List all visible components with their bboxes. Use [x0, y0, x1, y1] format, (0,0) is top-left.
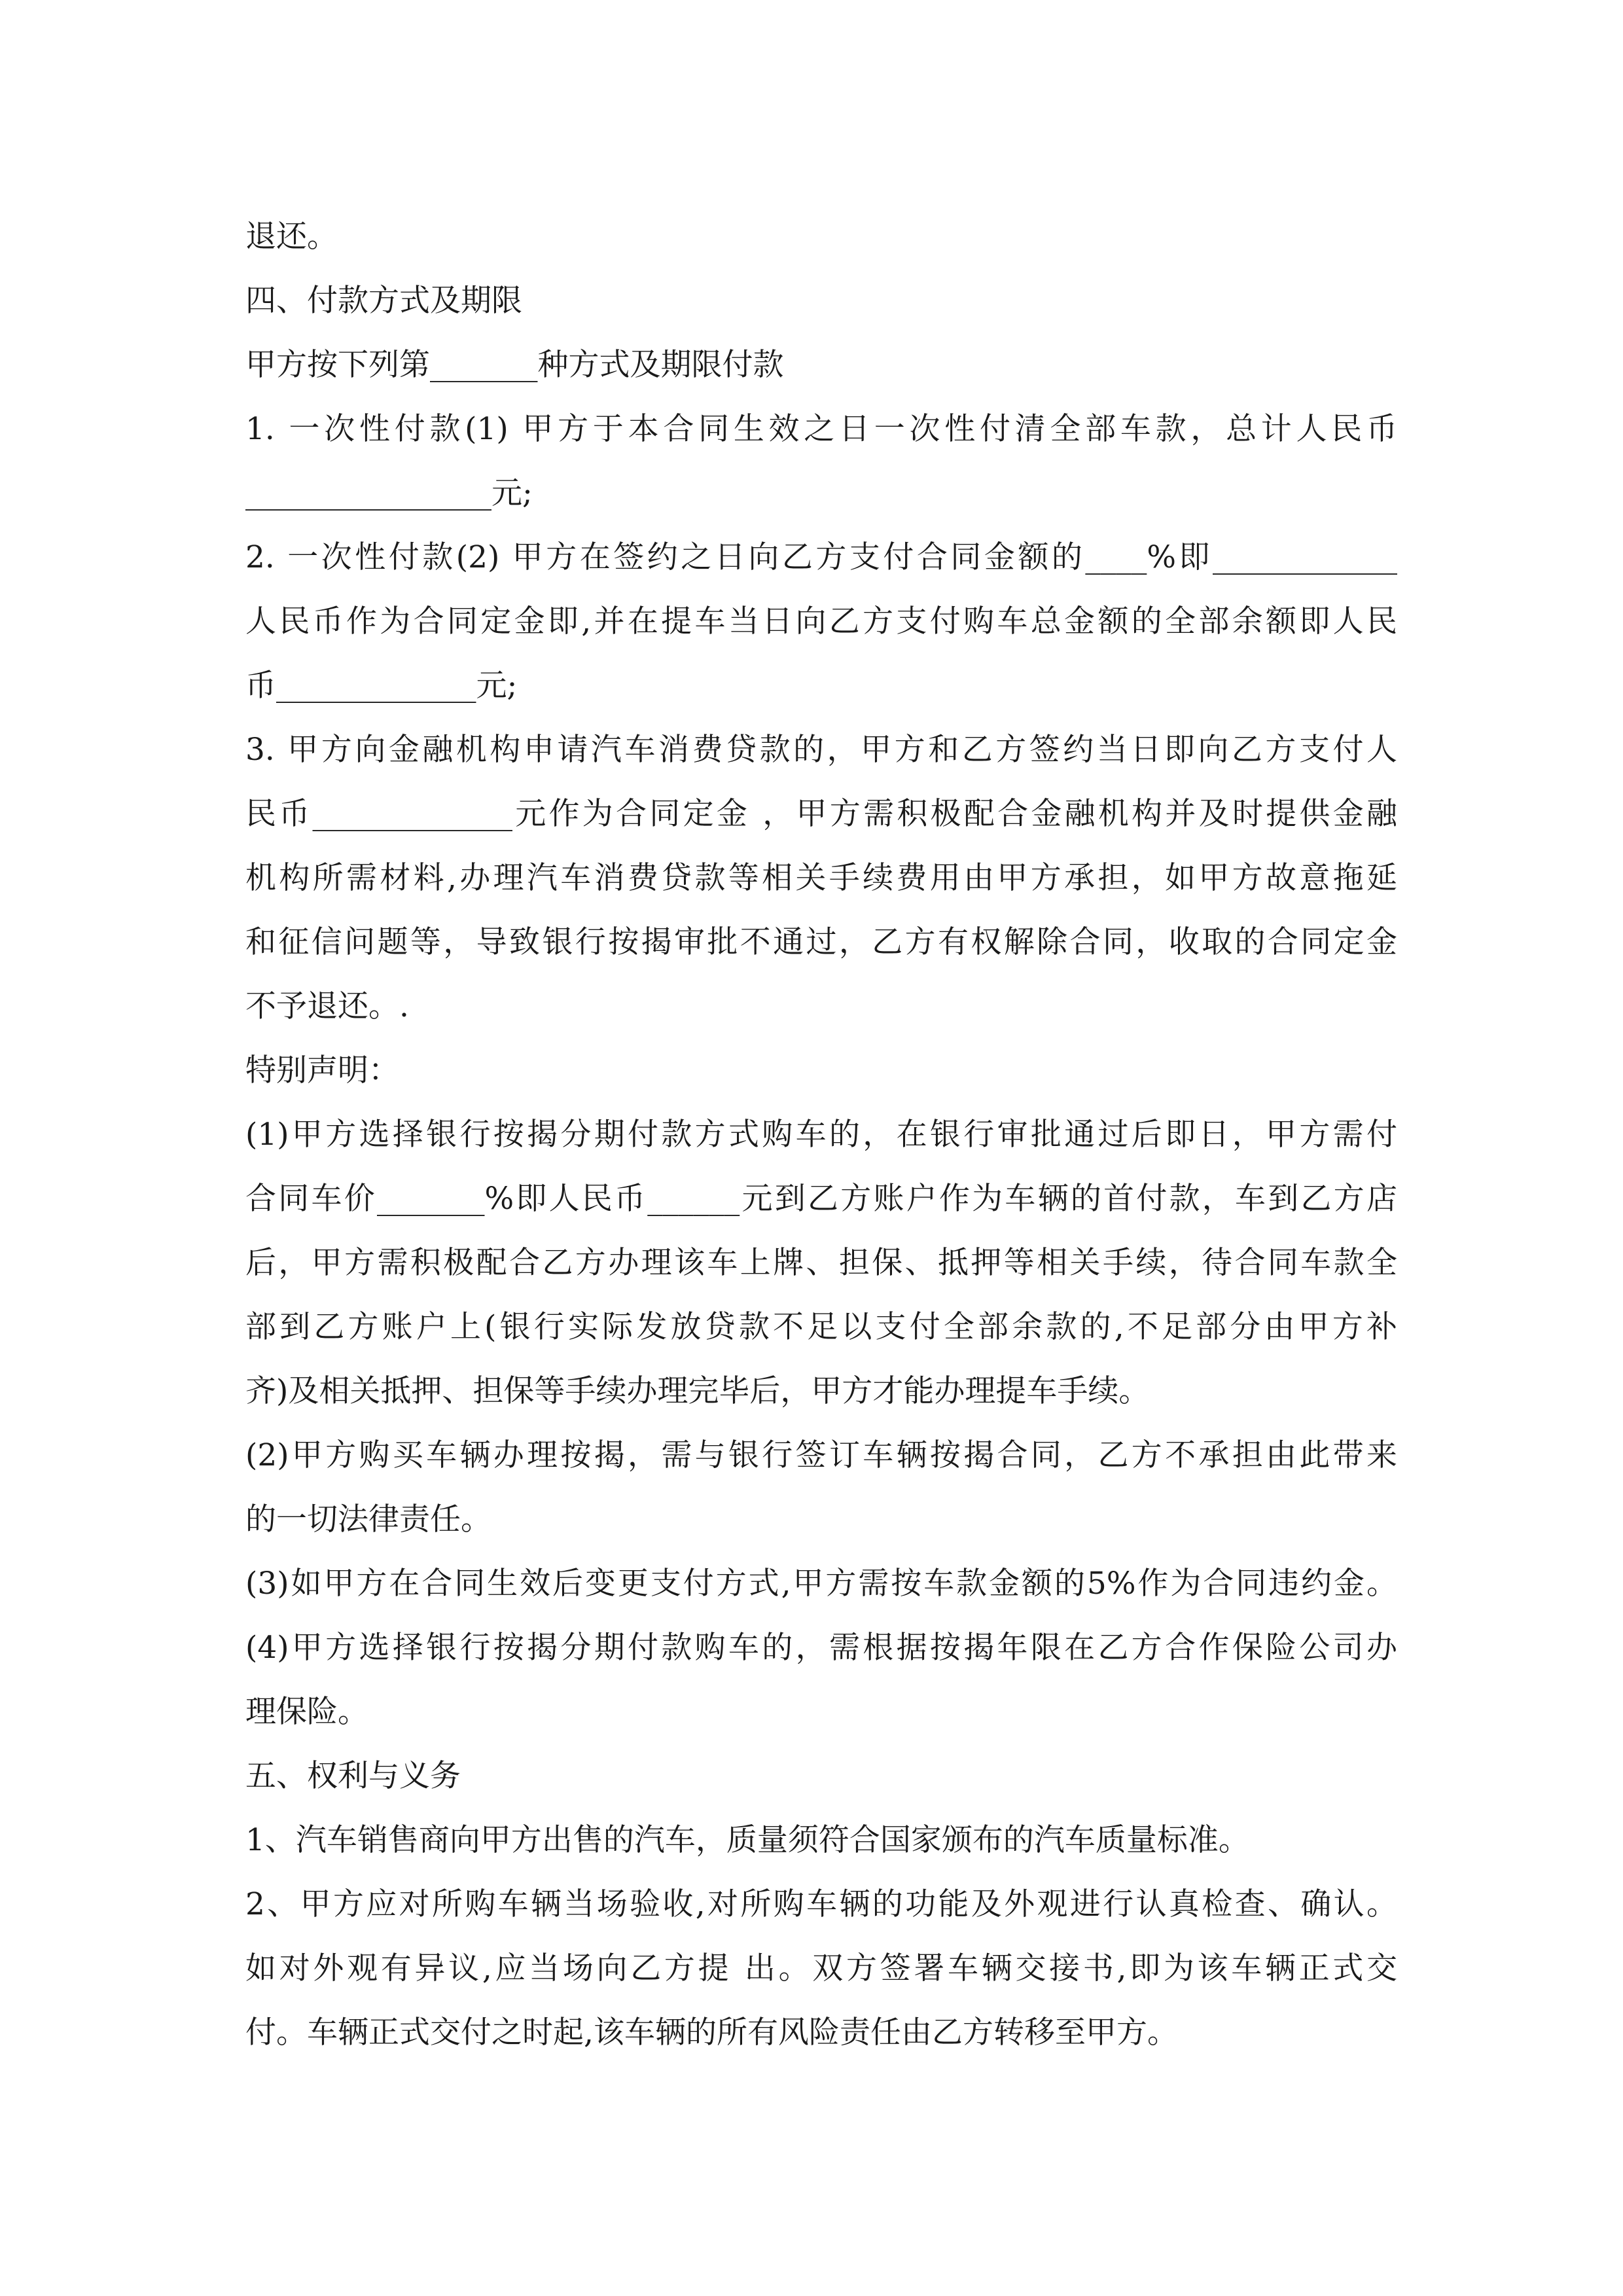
text-line: (1)甲方选择银行按揭分期付款方式购车的，在银行审批通过后即日，甲方需付 [245, 1117, 1397, 1153]
text-line: 退还。 [245, 219, 338, 255]
text-line: 币_____________元; [245, 668, 518, 704]
text-line: 和征信问题等，导致银行按揭审批不通过，乙方有权解除合同，收取的合同定金 [245, 924, 1397, 960]
text-line: 2. 一次性付款(2) 甲方在签约之日向乙方支付合同金额的____%即____________ [245, 539, 1397, 575]
subheading: 特别声明： [245, 1052, 399, 1088]
section-heading: 四、付款方式及期限 [245, 283, 522, 319]
text-line: 后，甲方需积极配合乙方办理该车上牌、担保、抵押等相关手续，待合同车款全 [245, 1245, 1397, 1281]
text-line: 如对外观有异议,应当场向乙方提 出。双方签署车辆交接书,即为该车辆正式交 [245, 1950, 1397, 1986]
text-line: 1、汽车销售商向甲方出售的汽车，质量须符合国家颁布的汽车质量标准。 [245, 1822, 1249, 1858]
text-line: 甲方按下列第_______种方式及期限付款 [245, 347, 784, 383]
text-line: 合同车价_______%即人民币______元到乙方账户作为车辆的首付款，车到乙方店 [245, 1181, 1397, 1217]
section-heading: 五、权利与义务 [245, 1758, 461, 1794]
text-line: 付。车辆正式交付之时起,该车辆的所有风险责任由乙方转移至甲方。 [245, 2015, 1178, 2051]
document-body [245, 205, 1397, 2065]
text-line: (4)甲方选择银行按揭分期付款购车的，需根据按揭年限在乙方合作保险公司办 [245, 1630, 1397, 1666]
text-line: 机构所需材料,办理汽车消费贷款等相关手续费用由甲方承担，如甲方故意拖延 [245, 860, 1397, 896]
text-line: (3)如甲方在合同生效后变更支付方式,甲方需按车款金额的5%作为合同违约金。 [245, 1566, 1397, 1602]
text-line: 3. 甲方向金融机构申请汽车消费贷款的，甲方和乙方签约当日即向乙方支付人 [245, 732, 1397, 768]
text-line: 齐)及相关抵押、担保等手续办理完毕后，甲方才能办理提车手续。 [245, 1373, 1150, 1409]
text-line: 理保险。 [245, 1694, 368, 1730]
text-line: 人民币作为合同定金即,并在提车当日向乙方支付购车总金额的全部余额即人民 [245, 603, 1397, 639]
text-line: (2)甲方购买车辆办理按揭，需与银行签订车辆按揭合同，乙方不承担由此带来 [245, 1437, 1397, 1473]
text-line: 1. 一次性付款(1) 甲方于本合同生效之日一次性付清全部车款，总计人民币 [245, 411, 1397, 447]
text-line: 不予退还。. [245, 988, 409, 1024]
text-line: 部到乙方账户上(银行实际发放贷款不足以支付全部余款的,不足部分由甲方补 [245, 1309, 1397, 1345]
text-line: 民币_____________元作为合同定金 ，甲方需积极配合金融机构并及时提供金融 [245, 796, 1397, 832]
text-line: ________________元; [245, 475, 533, 511]
text-line: 的一切法律责任。 [245, 1501, 491, 1537]
text-line: 2、甲方应对所购车辆当场验收,对所购车辆的功能及外观进行认真检查、确认。 [245, 1886, 1397, 1922]
